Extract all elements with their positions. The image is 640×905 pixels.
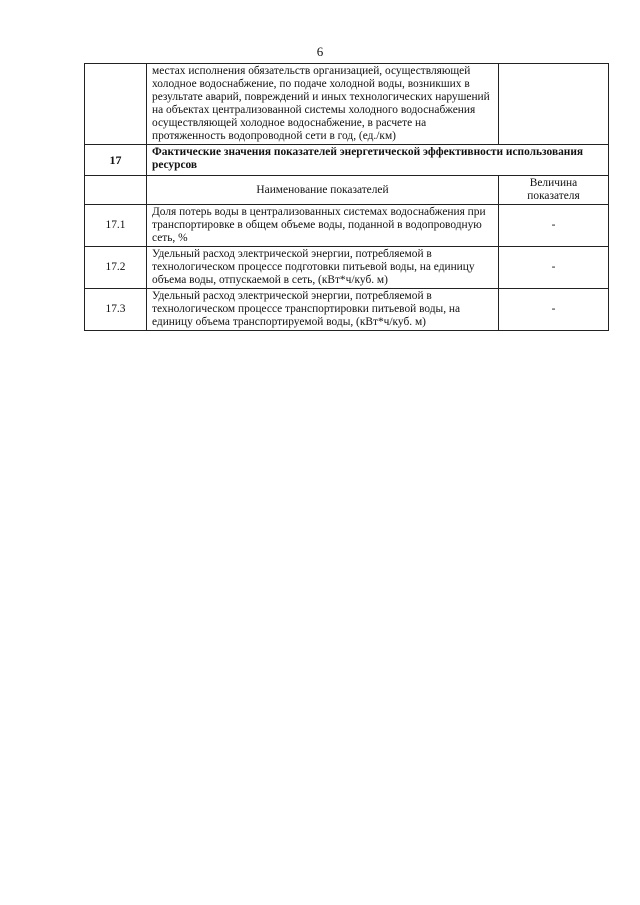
row-number: 17.2 <box>85 247 147 289</box>
row-text: местах исполнения обязательств организацией, осуществляющей холодное водоснабжение, по подаче холодной воды, возникших в результате аварий, повреждений и иных технологических нарушений на объектах централизованной системы холодного водоснабжения осуществляющей холодное водоснабжение, в расчете на протяженность водопроводной сети в год, (ед./км) <box>147 64 499 145</box>
header-value-label: Величина показателя <box>499 176 609 205</box>
row-text: Доля потерь воды в централизованных системах водоснабжения при транспортировке в общем объеме воды, поданной в водопроводную сеть, % <box>147 205 499 247</box>
row-text: Удельный расход электрической энергии, потребляемой в технологическом процессе подготовки питьевой воды, на единицу объема воды, отпускаемой в сеть, (кВт*ч/куб. м) <box>147 247 499 289</box>
table-row <box>85 289 609 331</box>
row-value: - <box>499 289 609 331</box>
header-number-cell <box>85 176 147 205</box>
table-row-continuation <box>85 64 609 145</box>
section-row <box>85 145 609 176</box>
row-number: 17.1 <box>85 205 147 247</box>
page-number: 6 <box>316 44 324 59</box>
row-text: Удельный расход электрической энергии, потребляемой в технологическом процессе транспортировки питьевой воды, на единицу объема транспортируемой воды, (кВт*ч/куб. м) <box>147 289 499 331</box>
row-value: - <box>499 247 609 289</box>
table-header-row <box>85 176 609 205</box>
row-value: - <box>499 205 609 247</box>
table-row <box>85 205 609 247</box>
section-title: Фактические значения показателей энергетической эффективности использования ресурсов <box>147 145 609 176</box>
indicators-table <box>84 63 609 331</box>
table-row <box>85 247 609 289</box>
row-number <box>85 64 147 145</box>
section-number: 17 <box>85 145 147 176</box>
row-value <box>499 64 609 145</box>
header-name-label: Наименование показателей <box>147 176 499 205</box>
row-number: 17.3 <box>85 289 147 331</box>
